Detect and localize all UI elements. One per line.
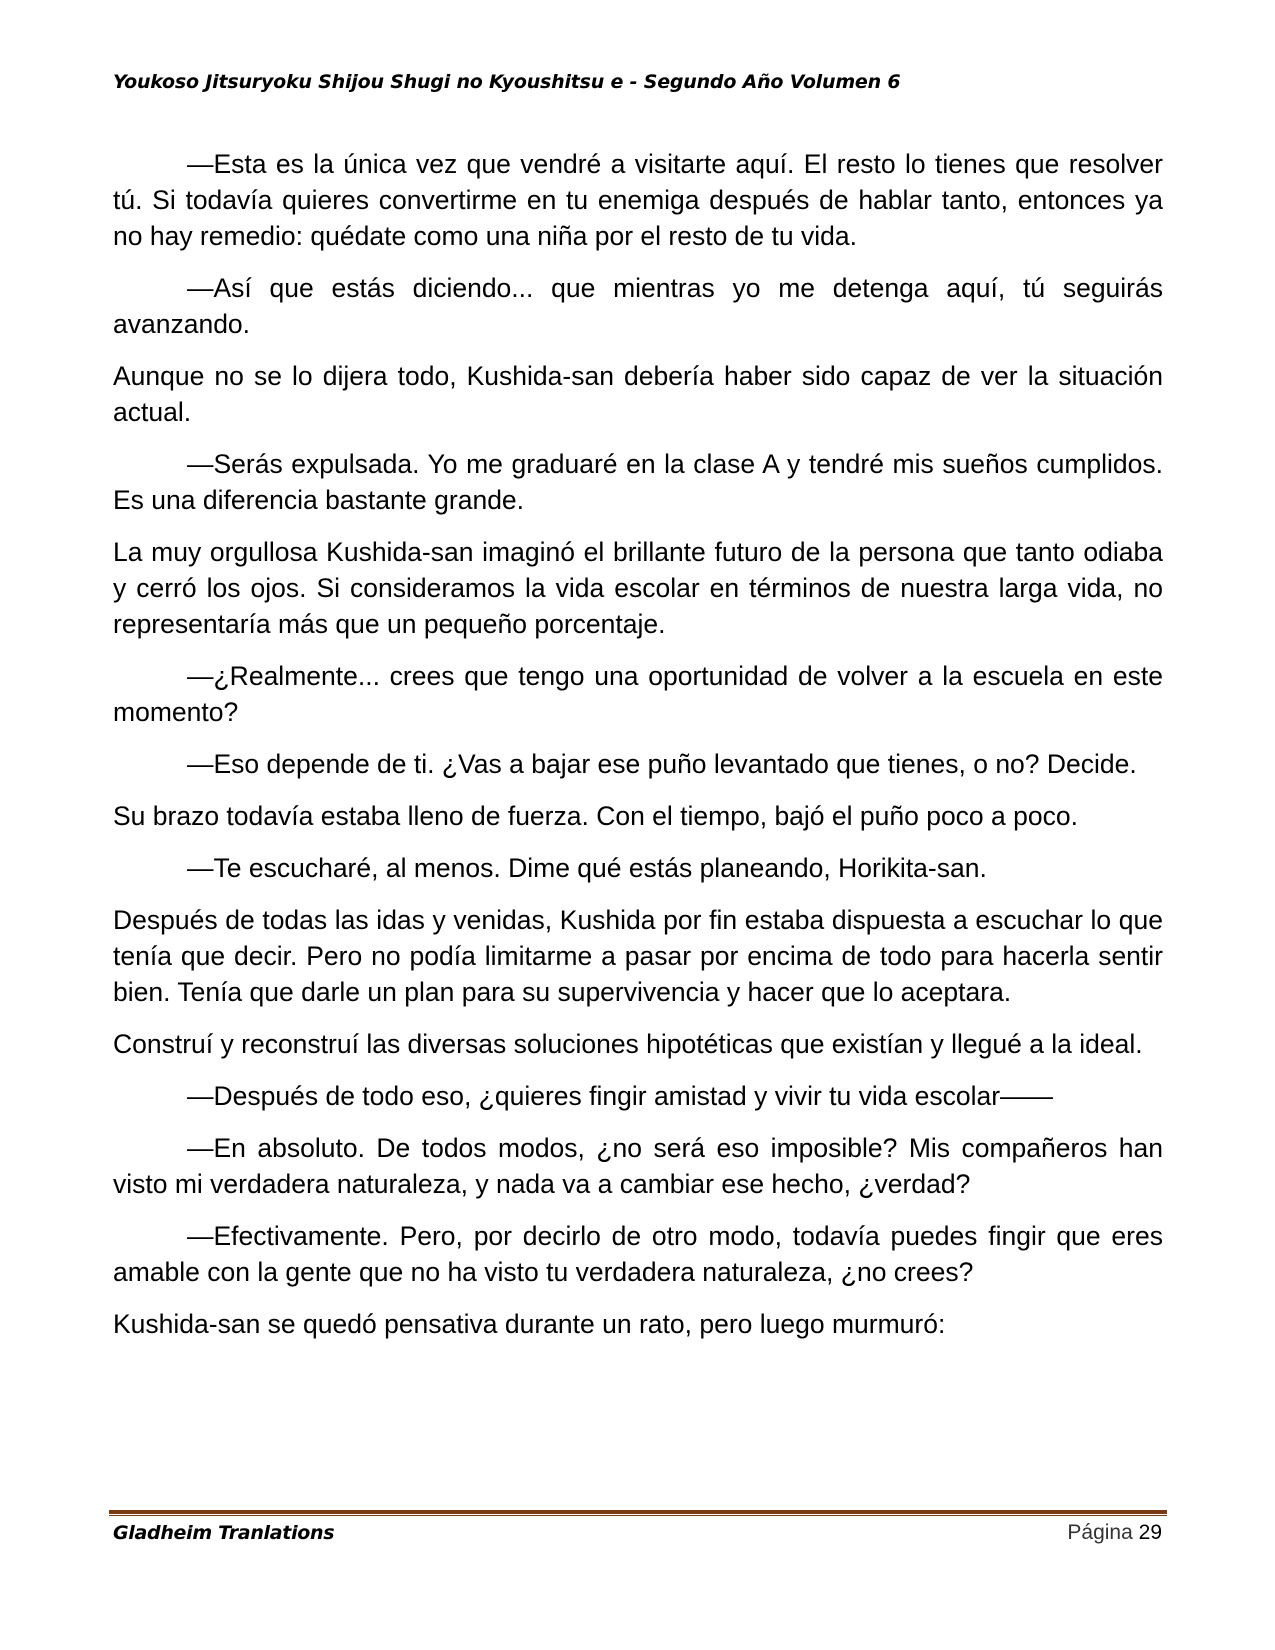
paragraph-10: Después de todas las idas y venidas, Kushida por fin estaba dispuesta a escuchar lo que tenía que decir. Pero no podía limitarme a pasar por encima de todo para hacerla sentir bien. Tenía que darle un plan para su supervivencia y hacer que lo aceptara. <box>113 905 1163 1007</box>
page-header: Youkoso Jitsuryoku Shijou Shugi no Kyoushitsu e - Segundo Año Volumen 6 <box>113 71 901 93</box>
page-label: Página <box>1067 1521 1133 1544</box>
page-number: 29 <box>1138 1521 1162 1544</box>
paragraph-2: —Así que estás diciendo... que mientras yo me detenga aquí, tú seguirás avanzando. <box>113 273 1163 339</box>
paragraph-5: La muy orgullosa Kushida-san imaginó el brillante futuro de la persona que tanto odiaba y cerró los ojos. Si consideramos la vida escolar en términos de nuestra larga vida, no representaría más que un pequeño porcentaje. <box>113 537 1163 639</box>
paragraph-6: —¿Realmente... crees que tengo una oportunidad de volver a la escuela en este momento? <box>113 661 1163 727</box>
paragraph-11: Construí y reconstruí las diversas soluciones hipotéticas que existían y llegué a la ideal. <box>113 1029 1143 1059</box>
body-text <box>113 146 1163 1358</box>
paragraph-15: Kushida-san se quedó pensativa durante un rato, pero luego murmuró: <box>113 1309 946 1339</box>
paragraph-1: —Esta es la única vez que vendré a visitarte aquí. El resto lo tienes que resolver tú. Si todavía quieres convertirme en tu enemiga después de hablar tanto, entonces ya no hay remedio: quédate como una niña por el resto de tu vida. <box>113 149 1163 251</box>
paragraph-3: Aunque no se lo dijera todo, Kushida-san debería haber sido capaz de ver la situación actual. <box>113 361 1163 427</box>
paragraph-7: —Eso depende de ti. ¿Vas a bajar ese puño levantado que tienes, o no? Decide. <box>187 749 1137 779</box>
footer-rule <box>109 1510 1167 1516</box>
paragraph-14: —Efectivamente. Pero, por decirlo de otro modo, todavía puedes fingir que eres amable con la gente que no ha visto tu verdadera naturaleza, ¿no crees? <box>113 1221 1163 1287</box>
paragraph-12: —Después de todo eso, ¿quieres fingir amistad y vivir tu vida escolar—— <box>187 1081 1054 1111</box>
paragraph-13: —En absoluto. De todos modos, ¿no será eso imposible? Mis compañeros han visto mi verdadera naturaleza, y nada va a cambiar ese hecho, ¿verdad? <box>113 1133 1163 1199</box>
paragraph-4: —Serás expulsada. Yo me graduaré en la clase A y tendré mis sueños cumplidos. Es una diferencia bastante grande. <box>113 449 1163 515</box>
paragraph-8: Su brazo todavía estaba lleno de fuerza. Con el tiempo, bajó el puño poco a poco. <box>113 801 1078 831</box>
paragraph-9: —Te escucharé, al menos. Dime qué estás planeando, Horikita-san. <box>187 853 987 883</box>
footer-credit: Gladheim Tranlations <box>113 1522 335 1544</box>
page-number-label <box>1067 1521 1162 1545</box>
